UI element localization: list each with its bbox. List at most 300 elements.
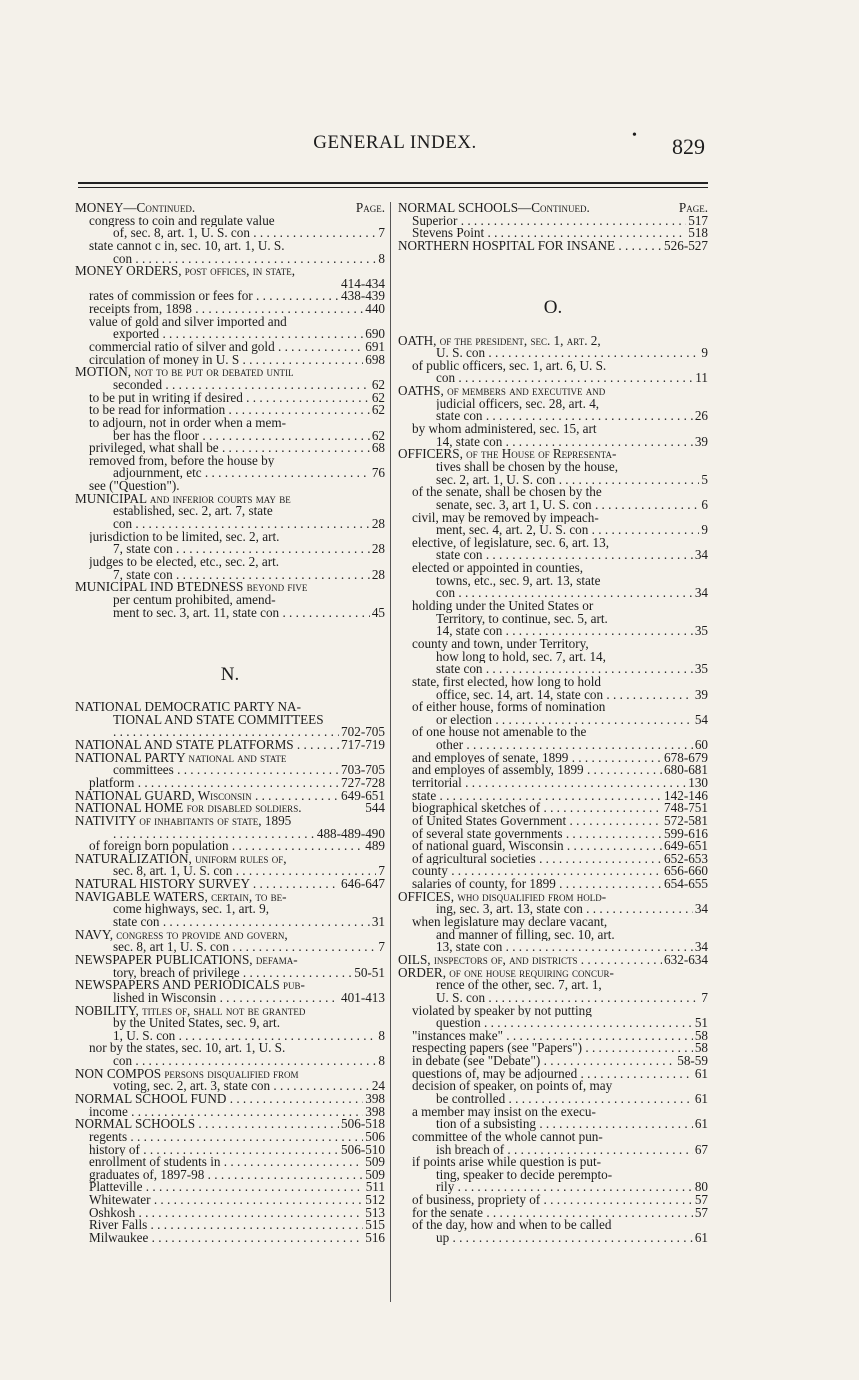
index-entry: [398, 433, 708, 449]
index-entry: [75, 929, 385, 942]
entry-page: 62: [371, 402, 385, 418]
entry-page: 702-705: [341, 724, 385, 740]
entry-text: regents . . .: [89, 1131, 363, 1144]
entry-text: of public officers, sec. 1, art. 6, U. S.: [412, 359, 607, 373]
entry-page: 57: [694, 1192, 708, 1208]
entry-text: 13, state con . . .: [436, 941, 693, 954]
index-entry: [398, 802, 708, 815]
entry-page: 39: [694, 686, 708, 702]
entry-page: 398: [365, 1091, 385, 1106]
index-entry: [398, 878, 708, 891]
index-entry: [398, 764, 708, 777]
entry-text: question . . .: [436, 1017, 693, 1030]
entry-text: U. S. con . . .: [436, 992, 699, 1005]
index-entry: [398, 212, 708, 228]
index-entry: [75, 202, 385, 215]
index-entry: [398, 1141, 708, 1157]
entry-text: respecting papers (see "Papers") . . .: [412, 1042, 693, 1055]
entry-text: NOBILITY, titles of, shall not be granted: [75, 1004, 306, 1018]
index-entry: [398, 1118, 708, 1131]
index-entry: [398, 1042, 708, 1055]
entry-text: sec. 8, art 1, U. S. con . . .: [113, 941, 376, 954]
entry-page: 398: [365, 1103, 385, 1119]
entry-text: OFFICES, who disqualified from hold-: [398, 890, 607, 904]
index-entry: [75, 328, 385, 341]
index-entry: [398, 686, 708, 702]
entry-page: 61: [694, 1116, 708, 1132]
entry-text: sec. 8, art. 1, U. S. con . . .: [113, 865, 376, 878]
index-entry: [398, 865, 708, 878]
entry-text: of one house not amenable to the: [412, 726, 587, 740]
index-entry: [398, 1156, 708, 1169]
entry-text: MONEY ORDERS, post offices, in state,: [75, 265, 296, 278]
entry-page: 632-634: [664, 951, 708, 967]
entry-text: come highways, sec. 1, art. 9,: [113, 903, 270, 917]
index-entry: [75, 240, 385, 253]
index-entry: [398, 385, 708, 398]
entry-text: of national guard, Wisconsin . . .: [412, 840, 662, 853]
entry-text: NORMAL SCHOOLS—Continued.: [398, 202, 590, 215]
index-entry: [398, 471, 708, 487]
entry-text: con . . .: [113, 1055, 376, 1068]
entry-page: 506: [365, 1128, 385, 1144]
index-entry: [398, 891, 708, 904]
index-entry: [398, 989, 708, 1005]
entry-page: 518: [688, 225, 708, 241]
entry-text: territorial . . .: [412, 777, 686, 790]
entry-text: senate, sec. 3, art 1, U. S. con . . .: [436, 499, 699, 512]
entry-page: 488-489-490: [316, 825, 385, 841]
entry-page: 511: [365, 1179, 385, 1195]
index-entry: [398, 227, 708, 240]
index-entry: [75, 389, 385, 405]
index-entry: [398, 979, 708, 992]
entry-page: 506-510: [341, 1141, 385, 1157]
entry-page: 691: [365, 339, 385, 355]
index-entry: [398, 486, 708, 499]
entry-page: 24: [371, 1078, 385, 1094]
entry-text: or election . . .: [436, 714, 693, 727]
entry-page: 45: [371, 604, 385, 620]
entry-page: 61: [694, 1065, 708, 1081]
entry-text: of business, propriety of . . .: [412, 1194, 693, 1207]
entry-page: 515: [365, 1217, 385, 1233]
index-entry: [75, 739, 385, 752]
entry-text: River Falls . . .: [89, 1219, 363, 1232]
index-entry: [398, 537, 708, 550]
index-entry: [75, 954, 385, 967]
entry-page: 35: [694, 661, 708, 677]
entry-text: state, first elected, how long to hold: [412, 675, 601, 689]
entry-page: 61: [694, 1091, 708, 1106]
entry-page: 748-751: [664, 800, 708, 816]
entry-text: to adjourn, not in order when a mem-: [89, 416, 287, 430]
entry-text: per centum prohibited, amend-: [113, 593, 276, 607]
header-rule-thick: [78, 182, 708, 184]
entry-text: sec. 2, art. 1, U. S. con . . .: [436, 474, 699, 487]
index-entry: [398, 916, 708, 929]
entry-text: state con . . .: [436, 663, 693, 676]
entry-text: Whitewater . . .: [89, 1194, 363, 1207]
right-column: [398, 202, 708, 1245]
index-entry: [75, 1080, 385, 1093]
entry-text: enrollment of students in . . .: [89, 1156, 363, 1169]
entry-text: ment to sec. 3, art. 11, state con . . .: [113, 607, 370, 620]
entry-page: 62: [371, 389, 385, 405]
entry-page: 68: [371, 440, 385, 456]
index-entry: [398, 600, 708, 613]
entry-page: 509: [365, 1154, 385, 1170]
entry-page: 572-581: [664, 812, 708, 828]
index-entry: [398, 739, 708, 752]
entry-page: 39: [694, 433, 708, 449]
entry-text: NAVIGABLE WATERS, certain, to be-: [75, 890, 287, 904]
entry-page: 130: [688, 774, 708, 790]
entry-page: 28: [371, 516, 385, 532]
entry-text: and manner of filling, sec. 10, art.: [436, 928, 615, 942]
entry-page: 727-728: [341, 774, 385, 790]
entry-text: receipts from, 1898 . . .: [89, 303, 363, 316]
entry-text: graduates of, 1897-98 . . .: [89, 1169, 363, 1182]
index-entry: [75, 787, 385, 803]
index-entry: [75, 701, 385, 714]
index-entry: [75, 1156, 385, 1169]
entry-text: income . . .: [89, 1106, 363, 1119]
entry-text: 14, state con . . .: [436, 436, 693, 449]
entry-text: to be put in writing if desired . . .: [89, 392, 370, 405]
entry-text: of agricultural societies . . .: [412, 853, 662, 866]
index-entry: [75, 1042, 385, 1055]
index-entry: [75, 891, 385, 904]
entry-text: committee of the whole cannot pun-: [412, 1130, 603, 1144]
index-entry: [398, 347, 708, 360]
index-entry: [398, 410, 708, 423]
entry-text: OFFICERS, of the House of Representa-: [398, 448, 617, 461]
entry-text: commercial ratio of silver and gold . . .: [89, 341, 363, 354]
entry-page: 7: [701, 989, 708, 1005]
index-entry: [398, 903, 708, 916]
entry-text: NORMAL SCHOOL FUND . . .: [75, 1093, 363, 1106]
spacer: [75, 619, 385, 649]
index-entry: [398, 825, 708, 841]
entry-page: 34: [694, 939, 708, 955]
entry-text: adjournment, etc . . .: [113, 467, 370, 480]
index-entry: [75, 752, 385, 765]
entry-text: NATIONAL PARTY national and state: [75, 751, 287, 765]
entry-page: 31: [371, 914, 385, 930]
index-entry: [398, 1219, 708, 1232]
entry-text: con . . .: [436, 372, 693, 385]
index-entry: [398, 726, 708, 739]
entry-page: 401-413: [341, 989, 385, 1005]
entry-page: 61: [694, 1230, 708, 1246]
entry-text: tory, breach of privilege . . .: [113, 967, 352, 980]
entry-text: other . . .: [436, 739, 693, 752]
index-entry: [75, 480, 385, 493]
entry-text: questions of, may be adjourned . . .: [412, 1068, 693, 1081]
index-entry: [398, 575, 708, 588]
entry-page: 654-655: [664, 876, 708, 892]
entry-text: violated by speaker by not putting: [412, 1004, 592, 1018]
entry-page: 414-434: [341, 275, 385, 291]
entry-text: lished in Wisconsin . . .: [113, 992, 339, 1005]
entry-text: NORTHERN HOSPITAL FOR INSANE . . .: [398, 240, 662, 253]
index-entry: [398, 774, 708, 790]
entry-text: Superior . . .: [412, 215, 686, 228]
entry-text: nor by the states, sec. 10, art. 1, U. S.: [89, 1042, 286, 1056]
entry-text: MONEY—Continued.: [75, 202, 196, 215]
index-entry: [398, 461, 708, 474]
index-entry: [75, 265, 385, 278]
index-entry: [75, 802, 385, 815]
entry-text: ber has the floor . . .: [113, 430, 370, 443]
index-entry: [398, 587, 708, 600]
left-column: [75, 202, 385, 1245]
entry-page: 34: [694, 547, 708, 563]
entry-text: a member may insist on the execu-: [412, 1105, 596, 1119]
entry-text: county . . .: [412, 865, 662, 878]
entry-page: 489: [365, 838, 385, 854]
entry-text: ing, sec. 3, art. 13, state con . . .: [436, 903, 693, 916]
index-entry: [75, 427, 385, 443]
index-entry: [75, 1166, 385, 1182]
index-entry: [75, 1194, 385, 1207]
entry-text: privileged, what shall be . . .: [89, 442, 370, 455]
index-entry: [398, 237, 708, 253]
index-entry: [75, 404, 385, 417]
index-entry: [75, 1005, 385, 1018]
entry-page: 8: [378, 1027, 385, 1043]
entry-text: NATIVITY of inhabitants of state, 1895: [75, 814, 292, 828]
index-entry: [75, 1017, 385, 1030]
index-entry: [398, 360, 708, 373]
entry-page: 526-527: [664, 237, 708, 253]
entry-text: office, sec. 14, art. 14, state con . . .: [436, 689, 693, 702]
index-entry: [398, 398, 708, 411]
entry-text: con . . .: [436, 587, 693, 600]
entry-text: con . . .: [113, 253, 376, 266]
index-entry: [75, 275, 385, 291]
entry-text: 14, state con . . .: [436, 625, 693, 638]
index-entry: [398, 1027, 708, 1043]
entry-text: OATHS, of members and executive and: [398, 385, 606, 398]
index-entry: [75, 594, 385, 607]
entry-text: tion of a subsisting . . .: [436, 1118, 693, 1131]
entry-text: NAVY, congress to provide and govern,: [75, 928, 288, 942]
index-entry: [398, 1169, 708, 1182]
entry-text: Stevens Point . . .: [412, 227, 686, 240]
entry-text: NON COMPOS persons disqualified from: [75, 1067, 299, 1081]
index-entry: [398, 613, 708, 626]
entry-page: 512: [365, 1192, 385, 1208]
entry-text: for the senate . . .: [412, 1207, 693, 1220]
index-entry: [398, 850, 708, 866]
entry-page: 7: [378, 863, 385, 879]
index-entry: [398, 951, 708, 967]
entry-page: 9: [701, 522, 708, 538]
entry-text: exported . . .: [113, 328, 363, 341]
index-entry: [75, 865, 385, 878]
index-entry: [75, 455, 385, 468]
entry-text: state . . .: [412, 790, 662, 803]
index-entry: [398, 812, 708, 828]
index-entry: [398, 202, 708, 215]
entry-text: by whom administered, sec. 15, art: [412, 423, 597, 436]
entry-text: NATURALIZATION, uniform rules of,: [75, 852, 287, 866]
entry-text: of either house, forms of nomination: [412, 701, 606, 714]
entry-text: be controlled . . .: [436, 1093, 693, 1106]
index-entry: [75, 604, 385, 620]
index-entry: [398, 512, 708, 525]
entry-page: 57: [694, 1204, 708, 1220]
index-entry: [75, 1181, 385, 1194]
column-divider: [390, 202, 391, 1302]
entry-text: OATH, of the president, sec. 1, art. 2,: [398, 334, 601, 348]
index-entry: [398, 1204, 708, 1220]
index-entry: [75, 316, 385, 329]
index-entry: [398, 1181, 708, 1194]
entry-text: NATIONAL GUARD, Wisconsin . . .: [75, 790, 339, 803]
index-entry: [75, 1055, 385, 1068]
entry-text: history of . . .: [89, 1144, 339, 1157]
index-entry: [75, 774, 385, 790]
entry-page: Page.: [678, 200, 708, 215]
entry-text: salaries of county, for 1899 . . .: [412, 878, 662, 891]
index-entry: [75, 726, 385, 739]
index-entry: [398, 372, 708, 385]
index-entry: [75, 964, 385, 980]
entry-page: 440: [365, 301, 385, 317]
entry-text: 1, U. S. con . . .: [113, 1030, 376, 1043]
entry-text: voting, sec. 2, art. 3, state con . . .: [113, 1080, 370, 1093]
entry-page: Page.: [355, 200, 385, 215]
entry-text: established, sec. 2, art. 7, state: [113, 505, 273, 519]
index-entry: [75, 341, 385, 354]
entry-text: Platteville . . .: [89, 1181, 364, 1194]
entry-text: if points arise while question is put-: [412, 1156, 601, 1169]
entry-text: [113, 828, 315, 841]
index-entry: [75, 442, 385, 455]
index-entry: [75, 543, 385, 556]
entry-text: tives shall be chosen by the house,: [436, 460, 619, 474]
entry-page: 142-146: [664, 787, 708, 803]
entry-text: NORMAL SCHOOLS . . .: [75, 1118, 339, 1131]
index-entry: [75, 366, 385, 379]
entry-text: platform . . .: [89, 777, 339, 790]
entry-page: 698: [365, 351, 385, 367]
entry-page: 599-616: [664, 825, 708, 841]
entry-page: 717-719: [341, 737, 385, 753]
index-entry: [75, 840, 385, 853]
entry-text: in debate (see "Debate") . . .: [412, 1055, 675, 1068]
entry-page: 649-651: [664, 838, 708, 854]
entry-text: holding under the United States or: [412, 600, 594, 613]
entry-text: rily . . .: [436, 1181, 693, 1194]
index-entry: [75, 531, 385, 544]
index-entry: [75, 878, 385, 891]
header-dot: •: [632, 128, 637, 143]
entry-page: 34: [694, 901, 708, 917]
entry-page: 8: [378, 250, 385, 266]
entry-text: con . . .: [113, 518, 370, 531]
entry-text: 7, state con . . .: [113, 569, 370, 582]
entry-page: 680-681: [664, 762, 708, 778]
index-entry: [398, 524, 708, 537]
index-entry: [75, 1103, 385, 1119]
index-entry: [398, 929, 708, 942]
index-entry: [398, 562, 708, 575]
page-number: 829: [672, 134, 705, 159]
entry-text: judges to be elected, etc., sec. 2, art.: [89, 555, 280, 569]
entry-text: NEWSPAPERS AND PERIODICALS pub-: [75, 979, 305, 992]
index-entry: [75, 1232, 385, 1245]
entry-page: 678-679: [664, 749, 708, 765]
index-entry: [75, 853, 385, 866]
index-entry: [75, 518, 385, 531]
index-entry: [75, 303, 385, 316]
index-entry: [75, 417, 385, 430]
header-rule-thin: [78, 187, 708, 188]
entry-text: and employes of senate, 1899 . . .: [412, 752, 662, 765]
entry-text: state cannot c in, sec. 10, art. 1, U. S.: [89, 239, 285, 253]
index-entry: [398, 967, 708, 980]
entry-text: how long to hold, sec. 7, art. 14,: [436, 650, 606, 664]
entry-text: U. S. con . . .: [436, 347, 699, 360]
entry-text: biographical sketches of . . .: [412, 802, 662, 815]
entry-text: see ("Question").: [89, 480, 180, 493]
entry-page: 54: [694, 711, 708, 727]
entry-text: ting, speaker to decide perempto-: [436, 1168, 613, 1182]
entry-text: committees . . .: [113, 764, 339, 777]
index-entry: [75, 979, 385, 992]
entry-text: MOTION, not to be put or debated until: [75, 366, 294, 379]
index-entry: [398, 701, 708, 714]
entry-page: 62: [371, 427, 385, 443]
index-entry: [398, 1055, 708, 1068]
entry-text: state con . . .: [436, 410, 693, 423]
entry-text: when legislature may declare vacant,: [412, 916, 608, 929]
index-entry: [75, 467, 385, 480]
page-header: [0, 128, 859, 168]
index-entry: [398, 1093, 708, 1106]
entry-page: 646-647: [341, 876, 385, 892]
index-entry: [398, 676, 708, 689]
entry-text: county and town, under Territory,: [412, 637, 589, 651]
index-entry: [398, 1080, 708, 1093]
index-entry: [75, 941, 385, 954]
entry-page: 28: [371, 566, 385, 582]
entry-page: 703-705: [341, 762, 385, 778]
index-entry: [75, 764, 385, 777]
entry-page: 58: [694, 1027, 708, 1043]
entry-text: NATIONAL HOME for disabled soldiers.: [75, 802, 302, 815]
index-entry: [398, 840, 708, 853]
entry-page: 50-51: [354, 964, 385, 980]
entry-text: 7, state con . . .: [113, 543, 370, 556]
entry-text: OILS, inspectors of, and districts . . .: [398, 954, 662, 967]
entry-text: ment, sec. 4, art. 2, U. S. con . . .: [436, 524, 699, 537]
entry-page: 80: [694, 1179, 708, 1195]
entry-text: rates of commission or fees for . . .: [89, 290, 339, 303]
index-entry: [75, 376, 385, 392]
entry-page: 513: [365, 1204, 385, 1220]
entry-text: of United States Government . . .: [412, 815, 662, 828]
section-letter: N.: [220, 663, 240, 685]
entry-text: judicial officers, sec. 28, art. 4,: [436, 397, 600, 411]
index-entry: [75, 1093, 385, 1106]
entry-text: ORDER, of one house requiring concur-: [398, 966, 614, 980]
entry-page: 656-660: [664, 863, 708, 879]
